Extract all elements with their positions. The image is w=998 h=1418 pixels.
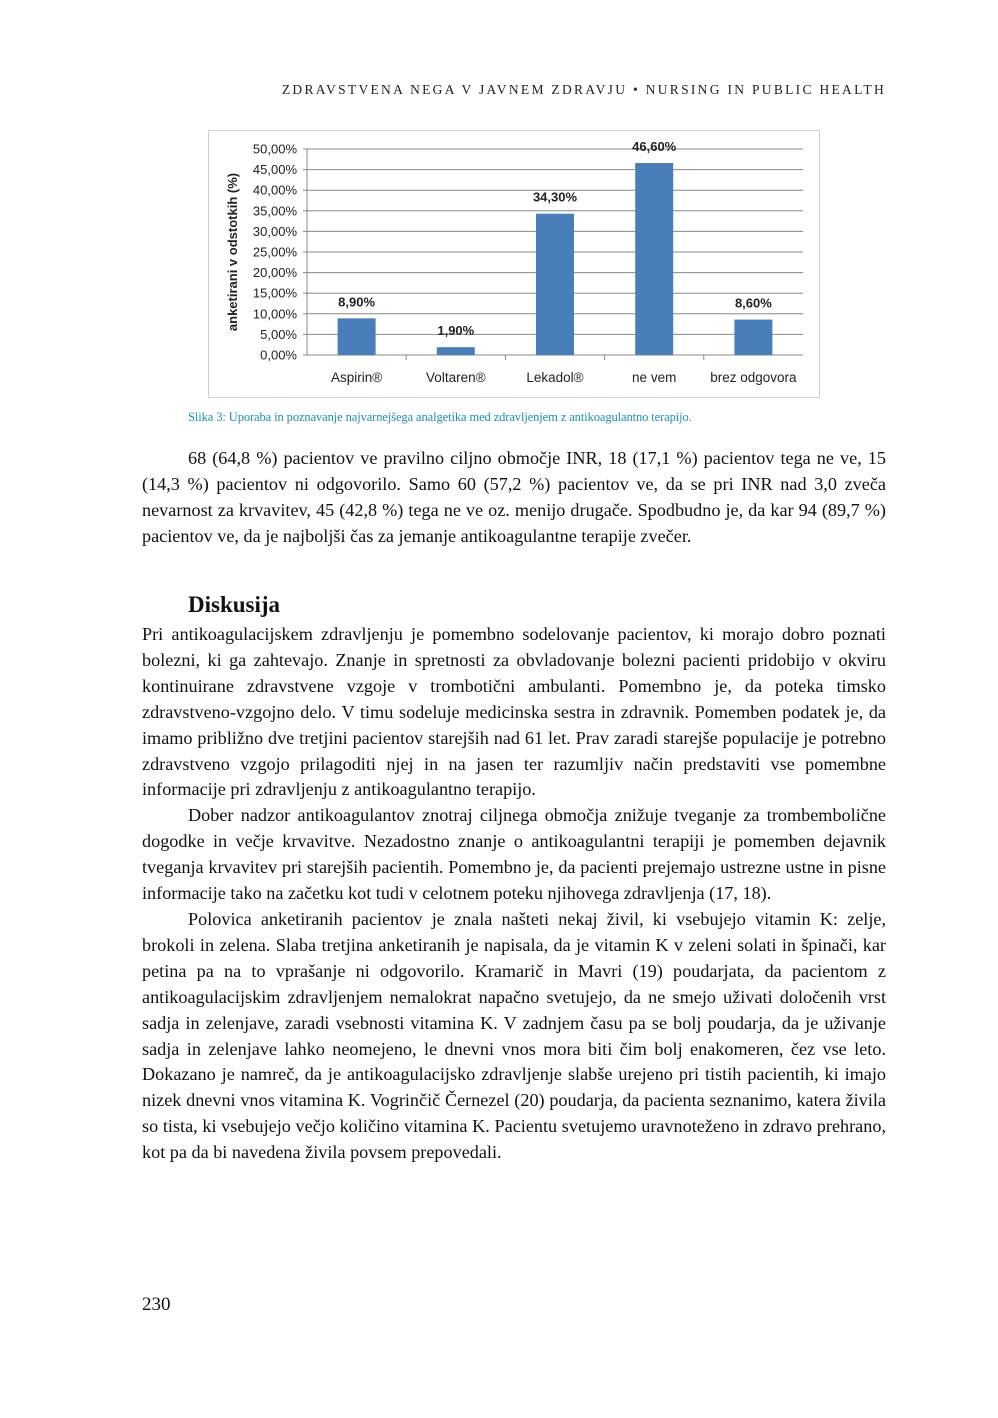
results-paragraph: 68 (64,8 %) pacientov ve pravilno ciljno območje INR, 18 (17,1 %) pacientov tega ne ve, 15 (14,3 %) pacientov ni odgovorilo. Samo 60 (57,2 %) pacientov ve, da se pri INR nad 3,0 zveča nevarnost za krvavitev, 45 (42,8 %) tega ne ve oz. menijo drugače. Spodbudno je, da kar 94 (89,7 %) pacientov ve, da je najboljši čas za jemanje antikoagulantne terapije zvečer. — [142, 448, 886, 546]
bar — [734, 320, 772, 355]
category-label: Lekadol® — [526, 370, 584, 385]
y-tick-label: 10,00% — [252, 306, 297, 322]
discussion-text — [142, 622, 886, 1166]
y-axis-label: anketirani v odstotkih (%) — [225, 172, 240, 332]
y-tick-label: 30,00% — [252, 223, 297, 239]
category-label: Voltaren® — [426, 370, 486, 385]
y-tick-label: 5,00% — [260, 326, 297, 342]
data-label: 46,60% — [632, 139, 677, 155]
figure-caption: Slika 3: Uporaba in poznavanje najvarnejšega analgetika med zdravljenjem z antikoagulantno terapijo. — [188, 410, 692, 424]
section-heading: Diskusija — [188, 592, 281, 617]
category-label: Aspirin® — [330, 370, 383, 385]
y-tick-label: 50,00% — [252, 141, 297, 157]
data-label: 1,90% — [437, 323, 475, 339]
discussion-paragraph-3: Polovica anketiranih pacientov je znala našteti nekaj živil, ki vsebujejo vitamin K: zelje, brokoli in zelena. Slaba tretjina anketiranih je napisala, da je vitamin K v zeleni solati in špinači, kar petina pa na to vprašanje ni odgovorilo. Kramarič in Mavri (19) poudarjata, da pacientom z antikoagulacijskim zdravljenjem nemalokrat napačno svetujejo, da ne smejo uživati določenih vrst sadja in zelenjave, zaradi vsebnosti vitamina K. V zadnjem času pa se bolj poudarja, da je uživanje sadja in zelenjave lahko neomejeno, le dnevni vnos mora biti čim bolj enakomeren, čez vse leto. Dokazano je namreč, da je antikoagulacijsko zdravljenje slabše urejeno pri tistih pacientih, ki imajo nizek dnevni vnos vitamina K. Vogrinčič Černezel (20) poudarja, da pacienta seznanimo, katera živila so tista, ki vsebujejo večjo količino vitamina K. Pacientu svetujemo uravnoteženo in zdravo prehrano, kot pa da bi navedena živila povsem prepovedali. — [142, 908, 886, 1163]
bar — [338, 318, 376, 355]
bar-chart-svg — [209, 131, 819, 397]
bar — [437, 347, 475, 355]
bar-chart — [208, 130, 820, 398]
discussion-paragraph-1: Pri antikoagulacijskem zdravljenju je pomembno sodelovanje pacientov, ki morajo dobro poznati bolezni, ki ga zahtevajo. Znanje in spretnosti za obvladovanje bolezni pacienti pridobijo v okviru kontinuirane zdravstvene vzgoje v trombotični ambulanti. Pomembno je, da poteka timsko zdravstveno-vzgojno delo. V timu sodeluje medicinska sestra in zdravnik. Pomemben podatek je, da imamo približno dve tretjini pacientov starejših nad 61 let. Prav zaradi starejše populacije je potrebno zdravstveno vzgojo prilagoditi njej in na jasen ter razumljiv način predstaviti vse pomembne informacije pri zdravljenju z antikoagulantno terapijo. — [142, 624, 886, 800]
category-label: ne vem — [632, 370, 677, 385]
y-tick-label: 40,00% — [252, 182, 297, 198]
y-tick-label: 20,00% — [252, 265, 297, 281]
data-label: 8,60% — [734, 295, 772, 311]
bar — [635, 163, 673, 355]
category-label: brez odgovora — [710, 370, 797, 385]
data-label: 34,30% — [532, 189, 578, 205]
y-tick-label: 15,00% — [252, 285, 297, 301]
page-number: 230 — [142, 1294, 171, 1315]
running-header: ZDRAVSTVENA NEGA V JAVNEM ZDRAVJU • NURSING IN PUBLIC HEALTH — [281, 82, 886, 97]
results-text — [142, 446, 886, 550]
discussion-paragraph-2: Dober nadzor antikoagulantov znotraj ciljnega območja znižuje tveganje za trombembolične dogodke in večje krvavitve. Nezadostno znanje o antikoagulantni terapiji je pomemben dejavnik tveganja krvavitev pri starejših pacientih. Pomembno je, da pacienti prejemajo ustrezne ustne in pisne informacije tako na začetku kot tudi v celotnem poteku njihovega zdravljenja (17, 18). — [142, 805, 886, 904]
y-tick-label: 35,00% — [252, 203, 297, 219]
bar — [536, 214, 574, 355]
y-tick-label: 0,00% — [260, 347, 297, 363]
y-tick-label: 25,00% — [252, 244, 297, 260]
y-tick-label: 45,00% — [252, 162, 297, 178]
data-label: 8,90% — [338, 294, 376, 310]
